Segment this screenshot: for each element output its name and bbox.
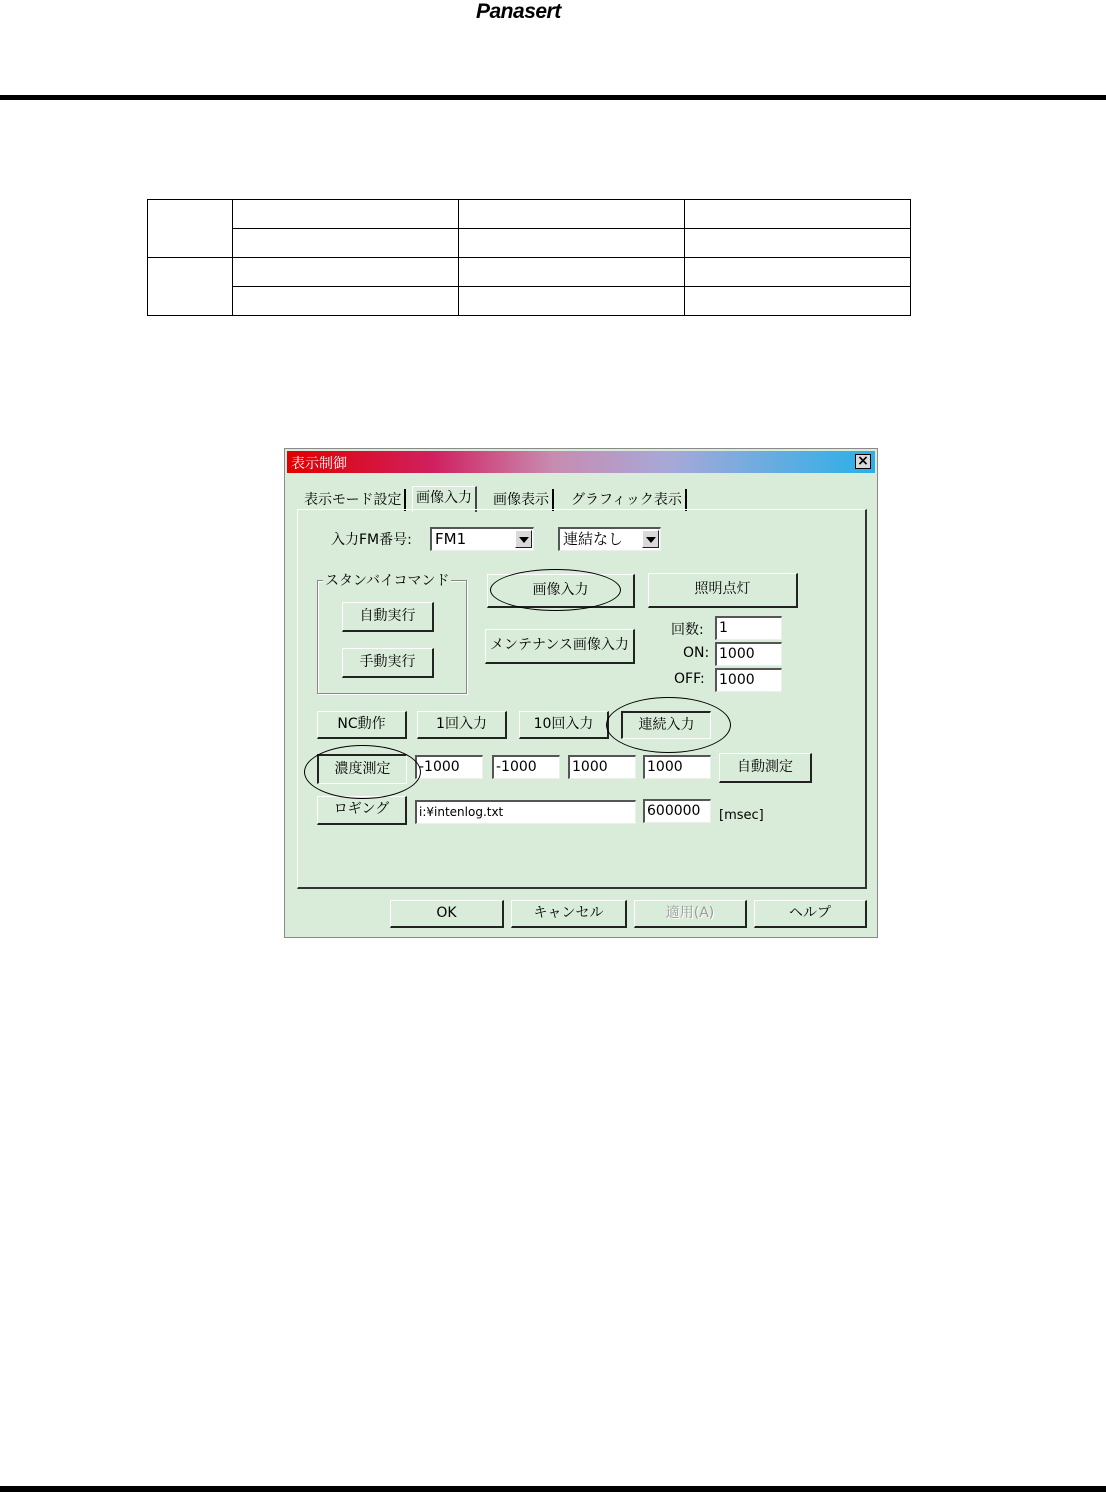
logging-button[interactable]: ロギング xyxy=(317,796,407,825)
panasert-logo: Panasert xyxy=(476,0,561,23)
title-bar[interactable] xyxy=(287,451,875,473)
density-input-2[interactable]: -1000 xyxy=(492,755,560,779)
highlight-oval-image-input xyxy=(490,569,621,611)
highlight-oval-continuous-input xyxy=(606,697,731,753)
table-row xyxy=(148,287,911,316)
table-cell xyxy=(685,258,911,287)
dialog-title: 表示制御 xyxy=(291,456,347,472)
count-input[interactable]: 1 xyxy=(715,616,782,640)
density-input-4[interactable]: 1000 xyxy=(643,755,711,779)
link-value: 連結なし xyxy=(563,530,624,548)
table-cell xyxy=(685,200,911,229)
density-input-1[interactable]: -1000 xyxy=(415,755,483,779)
image-input-button[interactable]: 画像入力 xyxy=(487,574,635,608)
link-select[interactable] xyxy=(558,527,661,551)
close-button[interactable]: × xyxy=(855,454,871,469)
nc-action-button[interactable]: NC動作 xyxy=(317,711,407,739)
maintenance-image-input-button[interactable]: メンテナンス画像入力 xyxy=(485,629,635,664)
table-row xyxy=(148,229,911,258)
table-cell xyxy=(685,229,911,258)
chevron-down-icon[interactable] xyxy=(642,530,659,548)
fm-number-select[interactable] xyxy=(430,527,534,551)
ten-input-button[interactable]: 10回入力 xyxy=(519,711,609,739)
footer-rule xyxy=(0,1486,1106,1492)
table-row xyxy=(148,258,911,287)
off-label: OFF: xyxy=(674,671,705,687)
highlight-oval-density-measure xyxy=(304,745,421,799)
cancel-button[interactable]: キャンセル xyxy=(511,900,627,928)
table-cell xyxy=(148,258,233,316)
msec-unit-label: [msec] xyxy=(719,808,764,823)
count-label: 回数: xyxy=(671,622,704,638)
standby-group-label: スタンバイコマンド xyxy=(323,570,451,590)
table-cell xyxy=(459,229,685,258)
density-input-3[interactable]: 1000 xyxy=(568,755,636,779)
log-interval-input[interactable]: 600000 xyxy=(643,799,711,823)
table-cell xyxy=(459,287,685,316)
tab-graphic-display[interactable]: グラフィック表示 xyxy=(568,489,687,511)
auto-measure-button[interactable]: 自動測定 xyxy=(719,753,812,783)
light-on-button[interactable]: 照明点灯 xyxy=(648,573,798,608)
table-cell xyxy=(685,287,911,316)
help-button[interactable]: ヘルプ xyxy=(754,900,867,928)
input-fm-label: 入力FM番号: xyxy=(331,532,412,548)
table-row xyxy=(148,200,911,229)
display-control-dialog xyxy=(284,448,878,938)
table-cell xyxy=(459,200,685,229)
header-rule xyxy=(0,95,1106,100)
table-cell xyxy=(233,200,459,229)
table-cell xyxy=(233,258,459,287)
empty-table xyxy=(147,199,911,316)
table-cell xyxy=(148,200,233,258)
chevron-down-icon[interactable] xyxy=(515,530,532,548)
fm-number-value: FM1 xyxy=(435,530,467,548)
tab-image-input[interactable]: 画像入力 xyxy=(412,486,477,512)
on-label: ON: xyxy=(683,645,710,661)
table-cell xyxy=(233,229,459,258)
log-path-input[interactable]: i:¥intenlog.txt xyxy=(415,800,636,824)
density-measure-button[interactable]: 濃度測定 xyxy=(317,754,407,784)
table-cell xyxy=(233,287,459,316)
tab-image-display[interactable]: 画像表示 xyxy=(490,489,554,511)
ok-button[interactable]: OK xyxy=(390,900,504,928)
tab-panel xyxy=(297,509,867,889)
apply-button: 適用(A) xyxy=(634,900,747,928)
off-input[interactable]: 1000 xyxy=(715,668,782,692)
tab-display-mode[interactable]: 表示モード設定 xyxy=(301,489,406,511)
on-input[interactable]: 1000 xyxy=(715,642,782,666)
manual-exec-button[interactable]: 手動実行 xyxy=(342,648,434,678)
auto-exec-button[interactable]: 自動実行 xyxy=(342,602,434,632)
table-cell xyxy=(459,258,685,287)
one-input-button[interactable]: 1回入力 xyxy=(417,711,507,739)
continuous-input-button[interactable]: 連続入力 xyxy=(621,711,711,739)
